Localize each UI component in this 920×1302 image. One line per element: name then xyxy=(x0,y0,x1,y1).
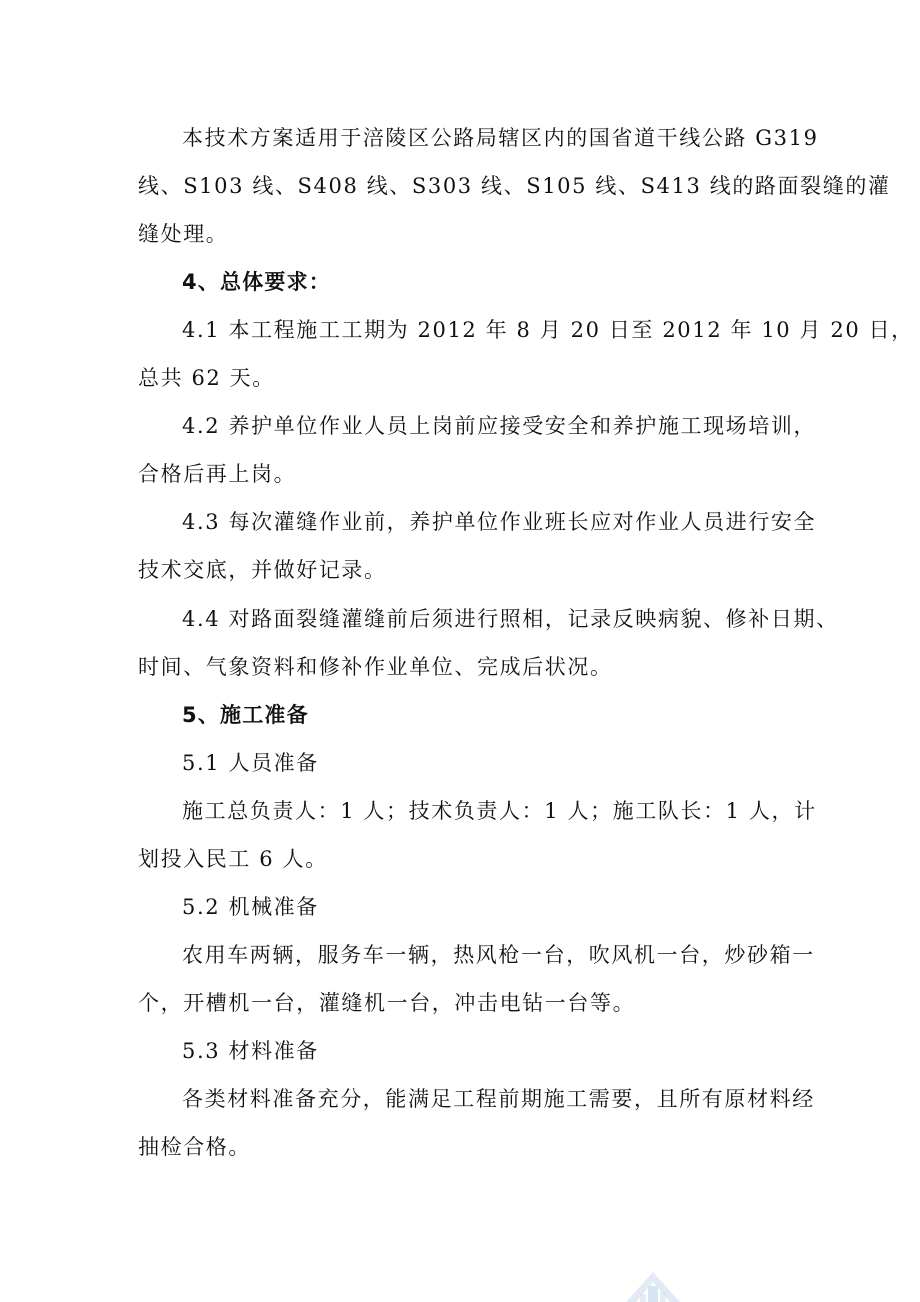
section-5-heading: 5、施工准备 xyxy=(182,703,309,727)
watermark-logo-icon xyxy=(618,1268,688,1302)
item-4-1-line-1: 4.1 本工程施工工期为 2012 年 8 月 20 日至 2012 年 10 月 20 日， xyxy=(182,318,914,342)
materials-title: 5.3 材料准备 xyxy=(182,1039,319,1063)
item-4-2-line-2: 合格后再上岗。 xyxy=(138,462,297,486)
item-4-3-line-1: 4.3 每次灌缝作业前，养护单位作业班长应对作业人员进行安全 xyxy=(182,510,817,534)
machinery-line-2: 个，开槽机一台，灌缝机一台，冲击电钻一台等。 xyxy=(138,991,636,1015)
materials-line-2: 抽检合格。 xyxy=(138,1135,251,1159)
machinery-title: 5.2 机械准备 xyxy=(182,895,319,919)
materials-line-1: 各类材料准备充分，能满足工程前期施工需要，且所有原材料经 xyxy=(182,1087,815,1111)
scope-line-1: 本技术方案适用于涪陵区公路局辖区内的国省道干线公路 G319 xyxy=(182,126,819,150)
machinery-line-1: 农用车两辆，服务车一辆，热风枪一台，吹风机一台，炒砂箱一 xyxy=(182,943,815,967)
item-4-3-line-2: 技术交底，并做好记录。 xyxy=(138,558,387,582)
personnel-title: 5.1 人员准备 xyxy=(182,751,319,775)
personnel-line-2: 划投入民工 6 人。 xyxy=(138,847,328,871)
scope-line-3: 缝处理。 xyxy=(138,222,229,246)
scope-line-2: 线、S103 线、S408 线、S303 线、S105 线、S413 线的路面裂缝的灌 xyxy=(138,174,891,198)
section-4-heading: 4、总体要求： xyxy=(182,270,332,294)
item-4-4-line-1: 4.4 对路面裂缝灌缝前后须进行照相，记录反映病貌、修补日期、 xyxy=(182,607,839,631)
personnel-line-1: 施工总负责人：1 人；技术负责人：1 人；施工队长：1 人，计 xyxy=(182,799,817,823)
item-4-4-line-2: 时间、气象资料和修补作业单位、完成后状况。 xyxy=(138,655,613,679)
item-4-1-line-2: 总共 62 天。 xyxy=(138,366,275,390)
item-4-2-line-1: 4.2 养护单位作业人员上岗前应接受安全和养护施工现场培训， xyxy=(182,414,817,438)
